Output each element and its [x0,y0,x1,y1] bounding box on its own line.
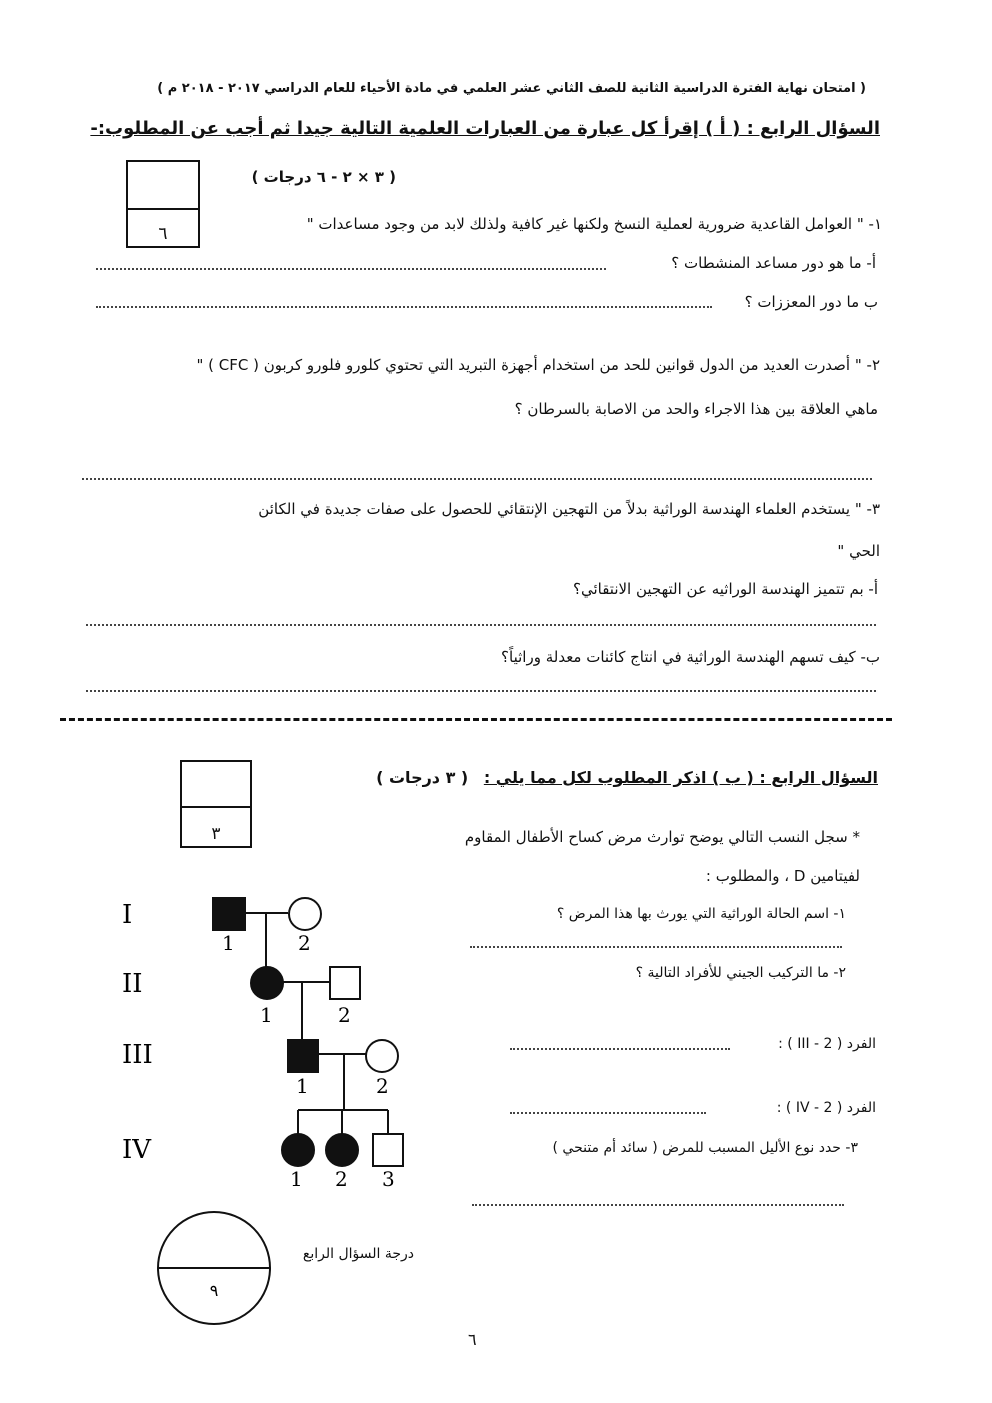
q3-sub-a: أ- بم تتميز الهندسة الوراثيه عن التهجين الانتقائي؟ [573,580,878,598]
part-b-intro-line2: لفيتامين D ، والمطلوب : [705,867,860,885]
part-a-heading: السؤال الرابع : ( أ ) إقرأ كل عبارة من العبارات العلمية التالية جيدا ثم أجب عن المطلوب:- [90,118,880,139]
generation-label-i: I [122,900,133,930]
pedigree-iv-3-unaffected-male [373,1134,403,1166]
pedigree-number-iv-1: 1 [290,1167,303,1191]
part-b-q3: ٣- حدد نوع الأليل المسبب للمرض ( سائد أم متنحي ) [552,1140,858,1156]
pedigree-iv-1-affected-female [282,1134,314,1166]
pedigree-number-iii-2: 2 [376,1074,389,1098]
individual-1-label: الفرد ( III - 2 ) : [778,1036,876,1052]
part-b-score-value: ٣ [211,824,221,844]
q1-statement: ١- " العوامل القاعدية ضرورية لعملية النسخ ولكنها غير كافية ولذلك لابد من وجود مساعدات " [306,215,882,233]
individual-2-label: الفرد ( IV - 2 ) : [776,1100,876,1116]
generation-label-iv: IV [122,1135,152,1165]
pedigree-iii-2-unaffected-female [366,1040,398,1072]
pedigree-i-2-unaffected-female [289,898,321,930]
pedigree-ii-1-affected-female [251,967,283,999]
exam-title: ( امتحان نهاية الفترة الدراسية الثانية للصف الثاني عشر العلمي في مادة الأحياء للعام الدراسي ٢٠١٧ - ٢٠١٨ م ) [157,81,866,96]
q1-sub-b: ب ما دور المعززات ؟ [744,293,878,311]
pedigree-i-1-affected-male [213,898,245,930]
q3-statement-line1: ٣- " يستخدم العلماء الهندسة الوراثية بدلاً من التهجين الإنتقائي للحصول على صفات جديدة في الكائن [258,500,880,518]
part-b-intro-line1: * سجل النسب التالي يوضح توارث مرض كساح الأطفال المقاوم [464,828,860,846]
pedigree-number-ii-2: 2 [338,1003,351,1027]
pedigree-number-i-1: 1 [222,931,235,955]
generation-label-iii: III [122,1040,153,1070]
generation-label-ii: II [122,969,143,999]
pedigree-number-iii-1: 1 [296,1074,309,1098]
pedigree-number-iv-3: 3 [382,1167,395,1191]
part-b-q2: ٢- ما التركيب الجيني للأفراد التالية ؟ [635,965,846,981]
q3-sub-b: ب- كيف تسهم الهندسة الوراثية في انتاج كائنات معدلة وراثياً؟ [501,648,880,666]
q3-statement-line2: الحي " [837,542,880,560]
pedigree-iii-1-affected-male [288,1040,318,1072]
pedigree-number-ii-1: 1 [260,1003,273,1027]
page-number: ٦ [468,1330,477,1349]
pedigree-iv-2-affected-female [326,1134,358,1166]
q2-statement: ٢- " أصدرت العديد من الدول قوانين للحد من استخدام أجهزة التبريد التي تحتوي كلورو فلورو كربون ( CFC ) " [196,356,880,374]
pedigree-ii-2-unaffected-male [330,967,360,999]
part-a-marks: ( ٣ × ٢ - ٦ درجات ) [251,168,396,186]
part-b-heading: السؤال الرابع : ( ب ) اذكر المطلوب لكل مما يلي : [483,768,878,787]
total-score-value: ٩ [209,1281,219,1300]
q2-question: ماهي العلاقة بين هذا الاجراء والحد من الاصابة بالسرطان ؟ [514,400,878,418]
part-b-q1: ١- اسم الحالة الوراثية التي يورث بها هذا المرض ؟ [556,906,846,922]
part-b-marks: ( ٣ درجات ) [376,768,469,787]
pedigree-number-i-2: 2 [298,931,311,955]
q1-sub-a: أ- ما هو دور مساعد المنشطات ؟ [671,254,876,272]
total-score-label: درجة السؤال الرابع [302,1246,414,1262]
part-a-score-value: ٦ [158,224,168,244]
pedigree-number-iv-2: 2 [335,1167,348,1191]
